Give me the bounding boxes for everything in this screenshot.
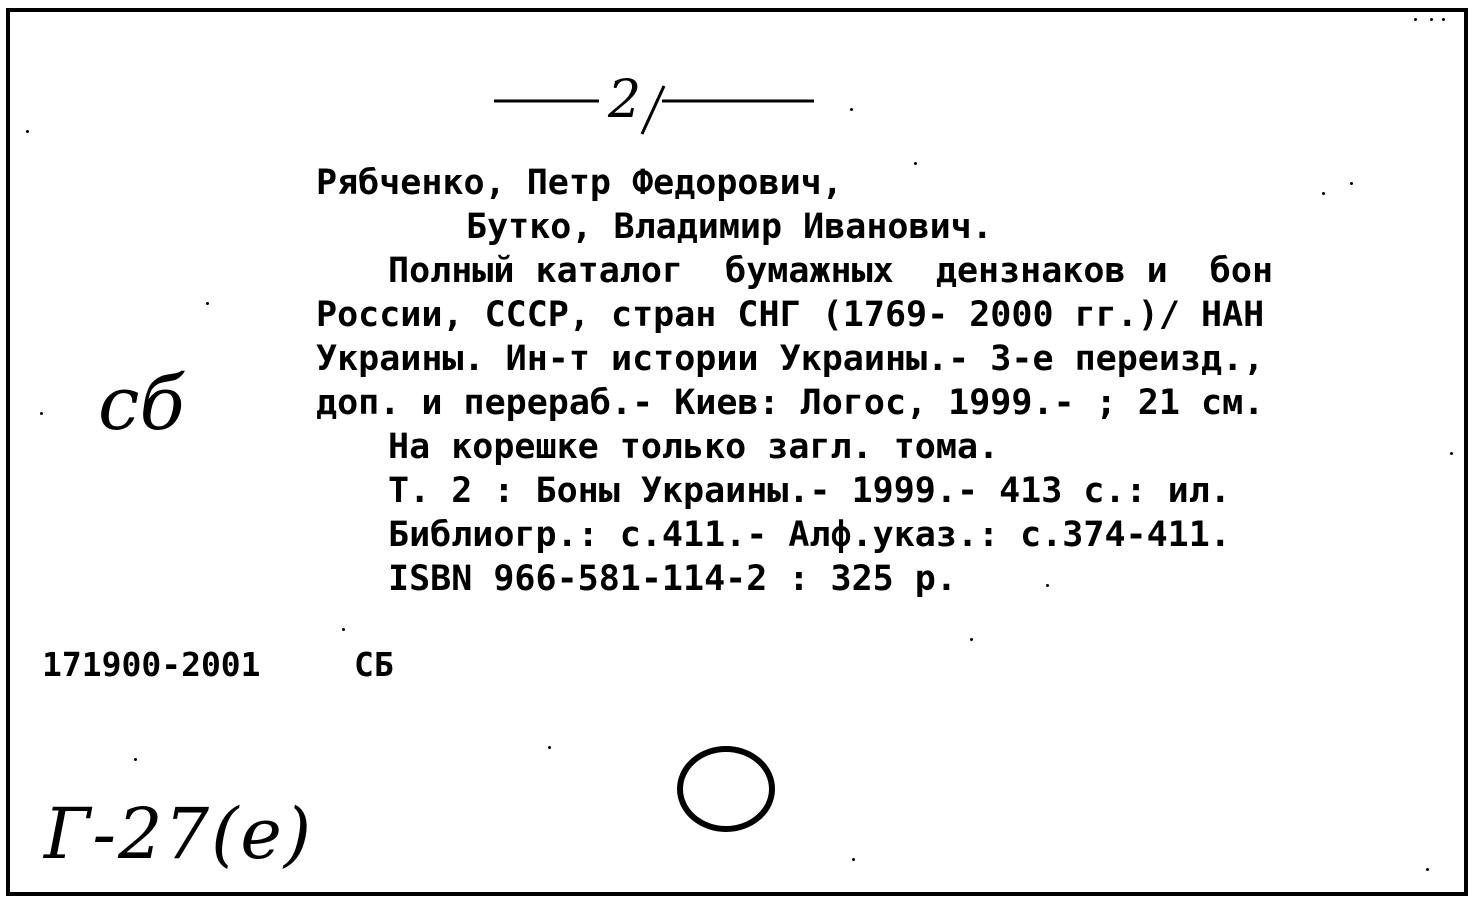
scan-speck <box>914 162 917 165</box>
scan-speck <box>1450 452 1453 455</box>
shelf-mark: Г-27(е) <box>44 793 314 875</box>
margin-mark: сб <box>98 361 185 447</box>
scan-speck <box>1046 584 1049 587</box>
scan-speck <box>852 858 855 861</box>
scan-speck <box>26 130 29 133</box>
scan-speck <box>1426 868 1429 871</box>
title-line-3: Украины. Ин-т истории Украины.- 3-е переизд., <box>316 339 1265 379</box>
scan-speck <box>40 412 43 415</box>
scan-speck <box>1350 182 1353 185</box>
page-number-dash-left <box>494 98 604 104</box>
scan-speck <box>548 746 551 749</box>
title-line-2: России, СССР, стран СНГ (1769- 2000 гг.)/ НАН <box>316 295 1265 335</box>
scan-speck <box>970 638 973 641</box>
scan-speck <box>1414 18 1417 21</box>
accession-number: 171900-2001 <box>42 645 261 684</box>
scan-speck <box>850 108 853 111</box>
coauthor-line: Бутко, Владимир Иванович. <box>466 207 993 247</box>
note-line: На корешке только загл. тома. <box>388 427 1000 467</box>
page-number-dash-right <box>662 98 822 104</box>
scan-speck <box>1442 18 1445 21</box>
title-line-4: доп. и перераб.- Киев: Логос, 1999.- ; 21 см. <box>316 383 1265 423</box>
bibliography-line: Библиогр.: с.411.- Алф.указ.: с.374-411. <box>388 515 1231 555</box>
scan-speck <box>1430 18 1433 21</box>
page-number: 2 <box>608 70 642 130</box>
scan-speck <box>134 758 137 761</box>
scan-speck <box>1322 192 1325 195</box>
collection-code: СБ <box>354 645 394 684</box>
scan-speck <box>342 628 345 631</box>
catalog-card <box>6 8 1468 896</box>
page-number-slash <box>638 82 668 142</box>
volume-line: Т. 2 : Боны Украины.- 1999.- 413 с.: ил. <box>388 471 1231 511</box>
title-line-1: Полный каталог бумажных дензнаков и бон <box>388 251 1274 291</box>
scan-speck <box>206 302 209 305</box>
isbn-line: ISBN 966-581-114-2 : 325 р. <box>388 559 957 599</box>
punch-hole <box>676 744 780 836</box>
author-line: Рябченко, Петр Федорович, <box>316 163 843 203</box>
